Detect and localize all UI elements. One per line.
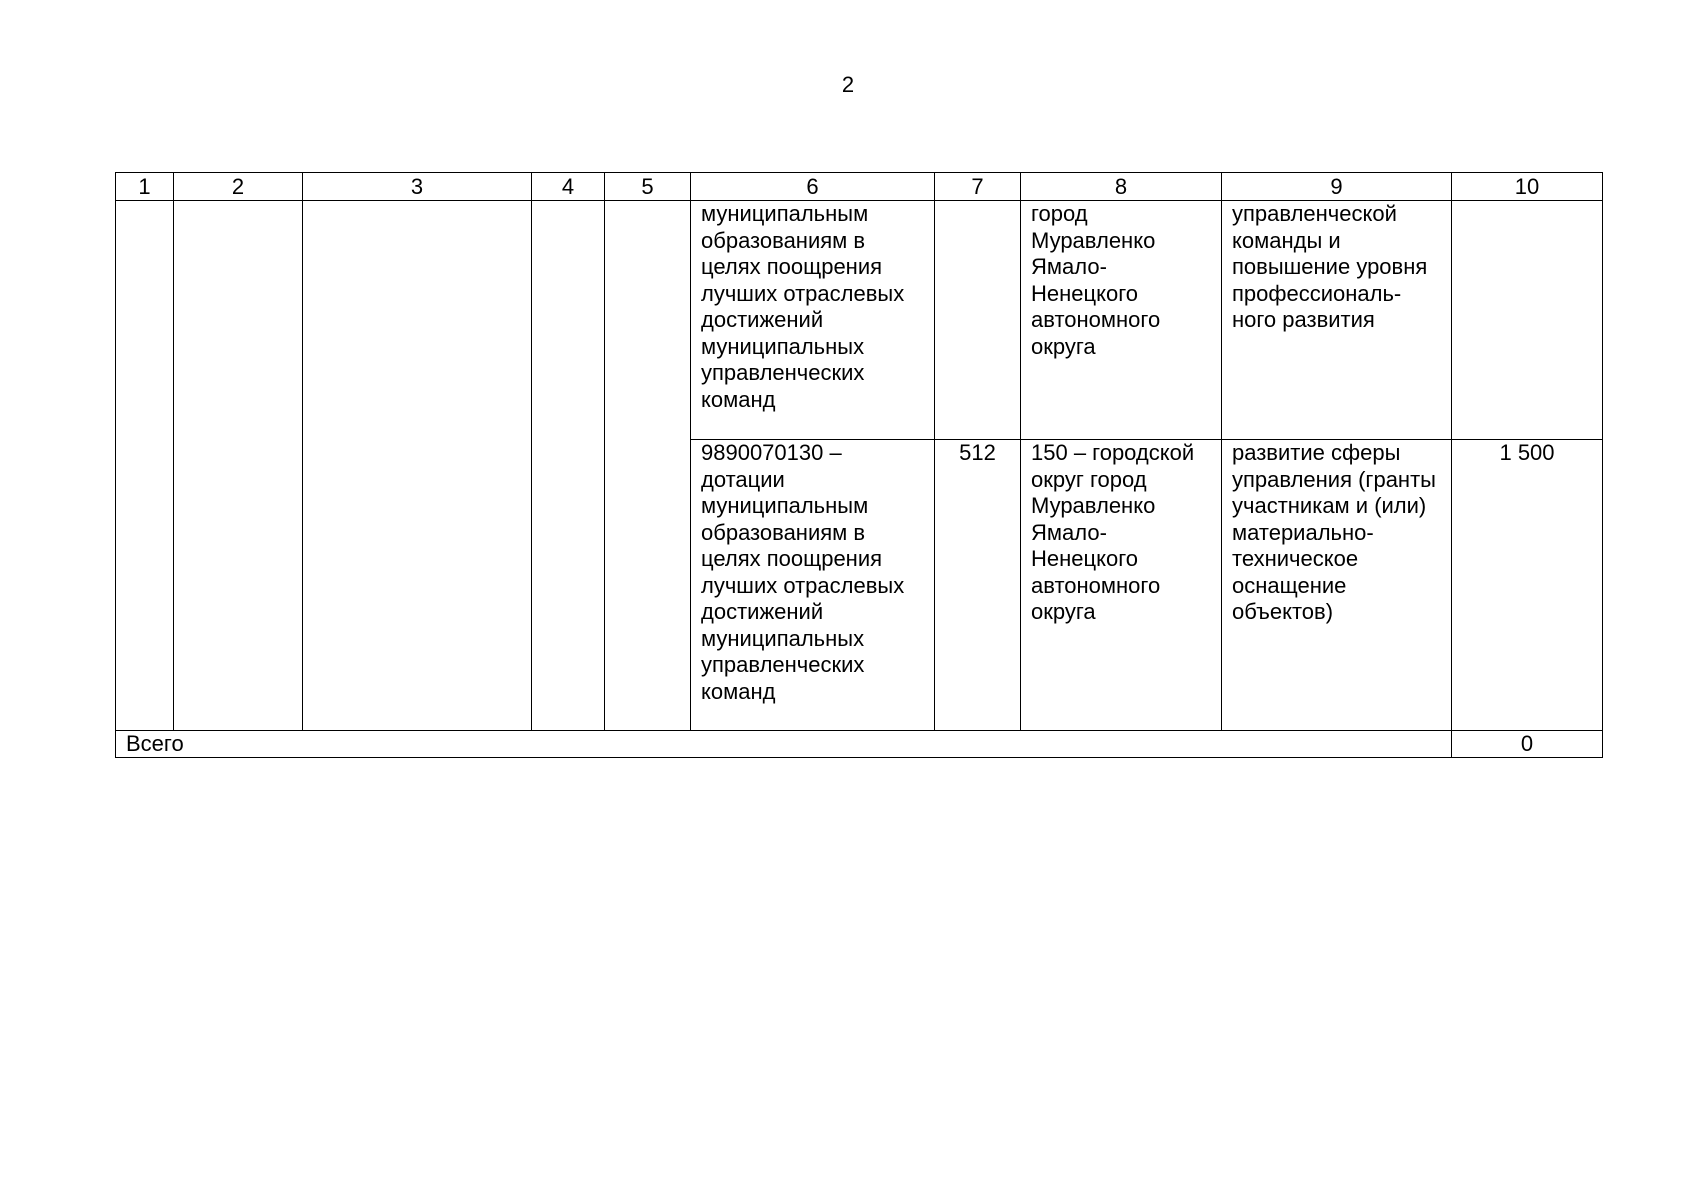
column-header: 2 — [174, 173, 303, 201]
column-header: 5 — [605, 173, 691, 201]
column-header: 1 — [116, 173, 174, 201]
cell-col10 — [1452, 201, 1603, 440]
total-value: 0 — [1452, 731, 1603, 758]
cell-col10: 1 500 — [1452, 440, 1603, 731]
cell-col7: 512 — [935, 440, 1021, 731]
cell-col8: город Муравленко Ямало-Ненецкого автономного округа — [1021, 201, 1222, 440]
column-header: 4 — [532, 173, 605, 201]
column-header: 7 — [935, 173, 1021, 201]
column-header: 6 — [691, 173, 935, 201]
cell-col4 — [532, 201, 605, 731]
cell-col9: развитие сферы управления (гранты участникам и (или) материально-техническое оснащение объектов) — [1222, 440, 1452, 731]
total-label: Всего — [116, 731, 1452, 758]
cell-col6: 9890070130 – дотации муниципальным образованиям в целях поощрения лучших отраслевых достижений муниципальных управленческих команд — [691, 440, 935, 731]
column-header: 10 — [1452, 173, 1603, 201]
page-number: 2 — [841, 72, 855, 97]
cell-col1 — [116, 201, 174, 731]
cell-col6: муниципальным образованиям в целях поощрения лучших отраслевых достижений муниципальных управленческих команд — [691, 201, 935, 440]
cell-col8: 150 – городской округ город Муравленко Ямало-Ненецкого автономного округа — [1021, 440, 1222, 731]
cell-col3 — [303, 201, 532, 731]
total-row — [116, 731, 1603, 758]
budget-table — [115, 172, 1603, 758]
table-row — [116, 201, 1603, 440]
column-header: 8 — [1021, 173, 1222, 201]
column-header: 3 — [303, 173, 532, 201]
cell-col7 — [935, 201, 1021, 440]
table-header-row — [116, 173, 1603, 201]
cell-col2 — [174, 201, 303, 731]
cell-col5 — [605, 201, 691, 731]
cell-col9: управленческой команды и повышение уровня профессиональ-ного развития — [1222, 201, 1452, 440]
column-header: 9 — [1222, 173, 1452, 201]
